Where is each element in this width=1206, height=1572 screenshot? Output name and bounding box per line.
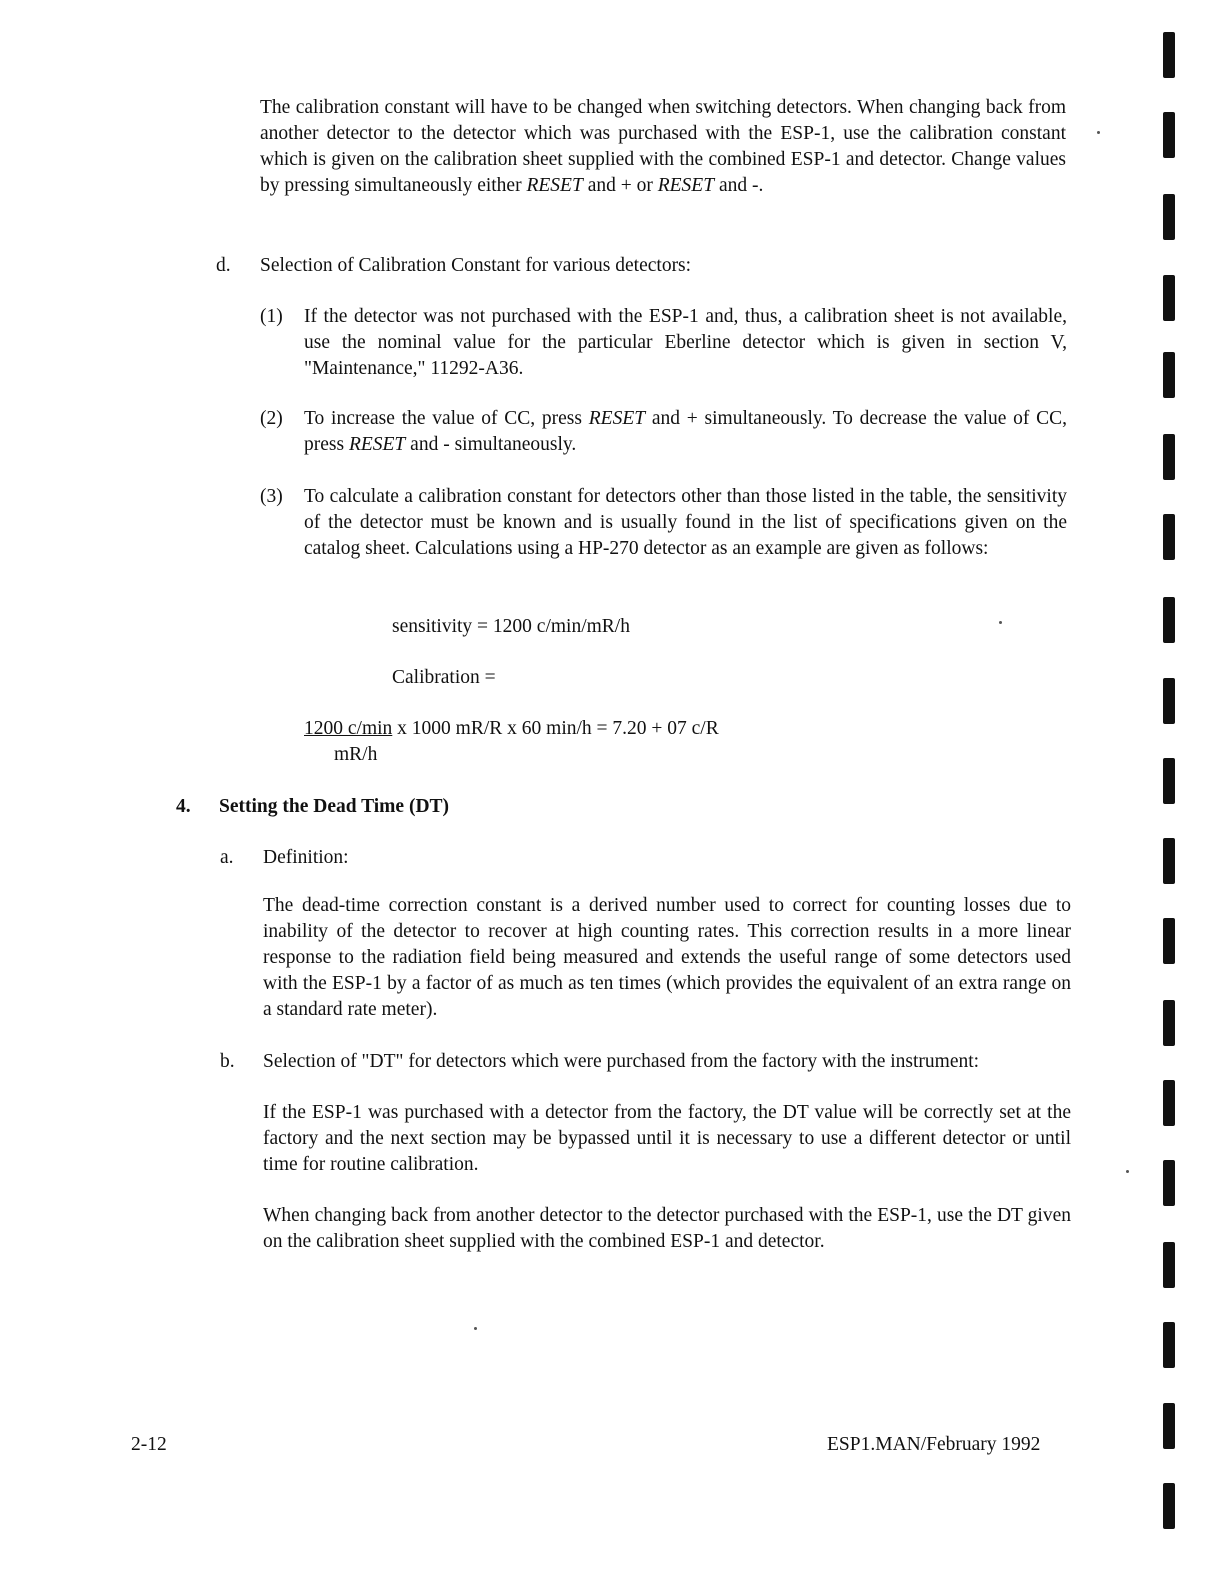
section-4a-label: a.: [220, 847, 234, 868]
scan-speck: [999, 621, 1002, 624]
section-d-title: Selection of Calibration Constant for various detectors:: [260, 255, 692, 276]
section-4b-label: b.: [220, 1051, 235, 1072]
calibration-line: Calibration =: [392, 667, 496, 688]
formula-line: [304, 716, 719, 742]
intro-text-2: and + or: [587, 175, 653, 196]
section-4a-title: Definition:: [263, 847, 349, 868]
reset-emphasis: RESET: [348, 434, 406, 455]
item-3-text: To calculate a calibration constant for detectors other than those listed in the table, the sensitivity of the detector must be known and is usually found in the list of specifications given on the catalog sheet. Calculations using a HP-270 detector as an example are given as follows:: [304, 486, 1067, 559]
scan-mark: [1163, 1403, 1175, 1449]
page-number: 2-12: [131, 1434, 167, 1455]
scan-mark: [1163, 514, 1175, 560]
item-2-number: (2): [260, 408, 283, 429]
reset-emphasis: RESET: [657, 175, 715, 196]
scan-mark: [1163, 32, 1175, 78]
scan-mark: [1163, 678, 1175, 724]
reset-emphasis: RESET: [526, 175, 583, 196]
section-4b-text-2: When changing back from another detector to the detector purchased with the ESP-1, use the DT given on the calibration sheet supplied with the combined ESP-1 and detector.: [263, 1205, 1071, 1252]
document-id: ESP1.MAN/February 1992: [827, 1434, 1041, 1455]
section-4b-text-1: If the ESP-1 was purchased with a detector from the factory, the DT value will be correctly set at the factory and the next section may be bypassed until it is necessary to use a different detector or until time for routine calibration.: [263, 1102, 1071, 1175]
scan-mark: [1163, 194, 1175, 240]
section-4a-text: The dead-time correction constant is a derived number used to correct for counting losses due to inability of the detector to recover at high counting rates. This correction results in a more linear response to the radiation field being measured and extends the useful range of some detectors used with the ESP-1 by a factor of as much as ten times (which provides the equivalent of an extra range on a standard rate meter).: [263, 895, 1071, 1020]
section-4b-title: Selection of "DT" for detectors which were purchased from the factory with the instrument:: [263, 1051, 980, 1072]
scan-speck: [1097, 131, 1100, 134]
item-3-number: (3): [260, 486, 283, 507]
formula-denominator: mR/h: [334, 744, 378, 765]
item-2-b: and + simultaneously. To decrease the value of CC, press: [304, 408, 1068, 455]
reset-emphasis: RESET: [588, 408, 646, 429]
intro-text-3: and -.: [718, 175, 764, 196]
scan-mark: [1163, 434, 1175, 480]
formula-rest: x 1000 mR/R x 60 min/h = 7.20 + 07 c/R: [397, 718, 719, 739]
item-1-text: If the detector was not purchased with the ESP-1 and, thus, a calibration sheet is not available, use the nominal value for the particular Eberline detector which is given in section V, "Maintenance," 11292-A36.: [304, 306, 1067, 379]
scan-mark: [1163, 758, 1175, 804]
scan-mark: [1163, 1242, 1175, 1288]
formula-numerator: 1200 c/min: [304, 718, 393, 739]
scan-mark: [1163, 1080, 1175, 1126]
item-2-text: [304, 406, 1067, 458]
scan-mark: [1163, 918, 1175, 964]
sensitivity-line: sensitivity = 1200 c/min/mR/h: [392, 616, 630, 637]
scan-mark: [1163, 1000, 1175, 1046]
item-2-c: and - simultaneously.: [410, 434, 577, 455]
scan-mark: [1163, 1483, 1175, 1529]
scan-mark: [1163, 1322, 1175, 1368]
intro-paragraph: [260, 95, 1066, 199]
section-4-title: Setting the Dead Time (DT): [219, 796, 450, 817]
scan-mark: [1163, 112, 1175, 158]
scan-mark: [1163, 838, 1175, 884]
intro-text: The calibration constant will have to be changed when switching detectors. When changing back from another detector to the detector which was purchased with the ESP-1, use the calibration constant which is given on the calibration sheet supplied with the combined ESP-1 and detector. Change values by pressing simultaneously either: [260, 97, 1066, 196]
scan-mark: [1163, 275, 1175, 321]
section-4-number: 4.: [176, 796, 191, 817]
section-d-label: d.: [216, 255, 231, 276]
scan-mark: [1163, 352, 1175, 398]
scan-speck: [474, 1327, 477, 1330]
scan-mark: [1163, 597, 1175, 643]
item-2-a: To increase the value of CC, press: [304, 408, 582, 429]
item-1-number: (1): [260, 306, 283, 327]
scan-speck: [1126, 1170, 1129, 1173]
scan-mark: [1163, 1160, 1175, 1206]
